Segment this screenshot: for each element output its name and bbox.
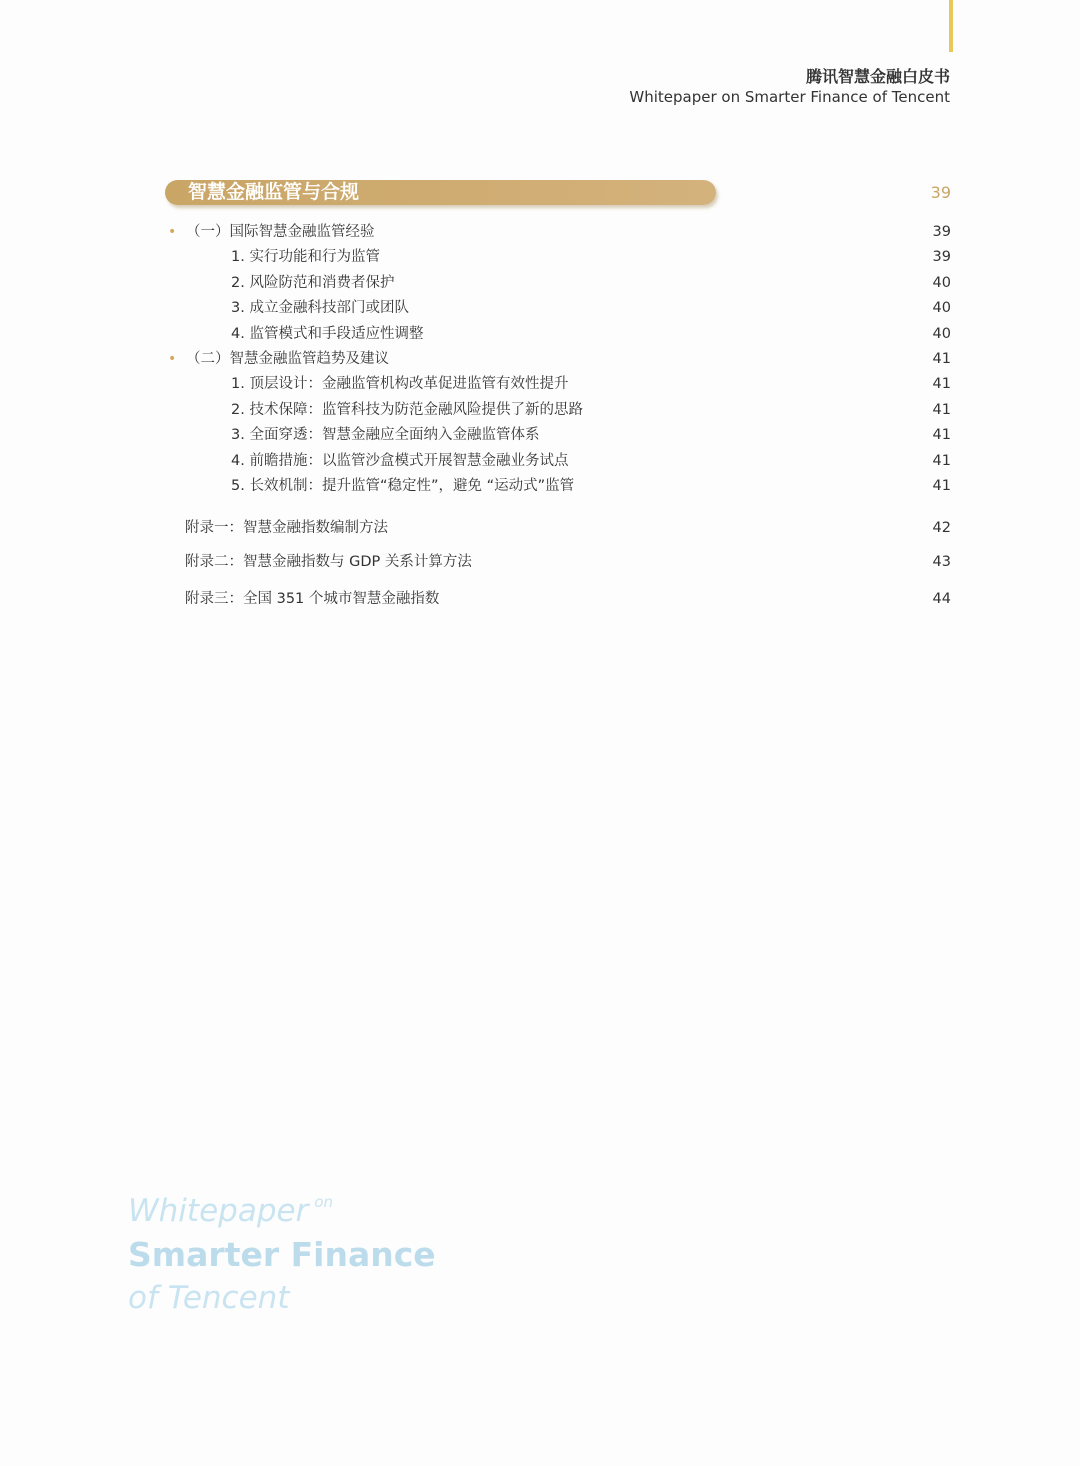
toc-entry-page: 43 xyxy=(932,554,951,570)
toc-entry-label: 5. 长效机制：提升监管“稳定性”，避免 “运动式”监管 xyxy=(231,478,575,494)
header-title-en: Whitepaper on Smarter Finance of Tencent xyxy=(629,88,950,106)
toc-entry[interactable] xyxy=(165,373,951,395)
toc-entry-label: （二）智慧金融监管趋势及建议 xyxy=(186,351,389,367)
watermark-line-1 xyxy=(128,1193,333,1229)
toc-entry-label: 附录一：智慧金融指数编制方法 xyxy=(185,520,388,536)
watermark-word: Whitepaper xyxy=(128,1193,309,1229)
toc-entry-page: 41 xyxy=(932,427,951,443)
toc-entry-label: 4. 监管模式和手段适应性调整 xyxy=(231,326,424,342)
toc-entry-page: 40 xyxy=(932,275,951,291)
toc-entry-label: 2. 风险防范和消费者保护 xyxy=(231,275,395,291)
section-page-number: 39 xyxy=(930,183,951,202)
toc-entry-page: 39 xyxy=(932,249,951,265)
toc-entry-page: 41 xyxy=(932,453,951,469)
toc-entry[interactable] xyxy=(165,323,951,345)
watermark-superscript: on xyxy=(314,1193,333,1211)
toc-entry-page: 41 xyxy=(932,351,951,367)
header-accent-rule xyxy=(949,0,953,52)
section-title[interactable]: 智慧金融监管与合规 xyxy=(188,181,360,203)
watermark-line-2: Smarter Finance xyxy=(128,1235,436,1274)
toc-entry-label: 4. 前瞻措施：以监管沙盒模式开展智慧金融业务试点 xyxy=(231,453,569,469)
toc-entry-label: 3. 全面穿透：智慧金融应全面纳入金融监管体系 xyxy=(231,427,540,443)
toc-appendix-entry[interactable] xyxy=(165,551,951,573)
toc-entry[interactable] xyxy=(165,246,951,268)
bullet-icon: • xyxy=(168,351,177,367)
toc-entry-label: 2. 技术保障：监管科技为防范金融风险提供了新的思路 xyxy=(231,402,583,418)
toc-entry-page: 40 xyxy=(932,300,951,316)
toc-entry-page: 41 xyxy=(932,376,951,392)
toc-entry-page: 39 xyxy=(932,224,951,240)
toc-entry-page: 44 xyxy=(932,591,951,607)
toc-entry-page: 41 xyxy=(932,402,951,418)
watermark-line-3: of Tencent xyxy=(128,1280,290,1316)
toc-appendix-entry[interactable] xyxy=(165,588,951,610)
toc-entry[interactable] xyxy=(165,348,951,370)
toc-entry-label: 附录三：全国 351 个城市智慧金融指数 xyxy=(185,591,440,607)
toc-entry[interactable] xyxy=(165,399,951,421)
toc-entry-page: 40 xyxy=(932,326,951,342)
toc-entry-label: （一）国际智慧金融监管经验 xyxy=(186,224,375,240)
toc-entry-page: 41 xyxy=(932,478,951,494)
toc-entry[interactable] xyxy=(165,221,951,243)
toc-entry-label: 附录二：智慧金融指数与 GDP 关系计算方法 xyxy=(185,554,472,570)
toc-entry[interactable] xyxy=(165,475,951,497)
toc-entry-page: 42 xyxy=(932,520,951,536)
toc-appendix-entry[interactable] xyxy=(165,517,951,539)
toc-entry-label: 1. 顶层设计：金融监管机构改革促进监管有效性提升 xyxy=(231,376,569,392)
bullet-icon: • xyxy=(168,224,177,240)
toc-entry[interactable] xyxy=(165,272,951,294)
toc-entry-label: 3. 成立金融科技部门或团队 xyxy=(231,300,409,316)
toc-entry[interactable] xyxy=(165,450,951,472)
toc-entry[interactable] xyxy=(165,297,951,319)
toc-entry-label: 1. 实行功能和行为监管 xyxy=(231,249,380,265)
toc-entry[interactable] xyxy=(165,424,951,446)
header-title-cn: 腾讯智慧金融白皮书 xyxy=(805,67,950,86)
